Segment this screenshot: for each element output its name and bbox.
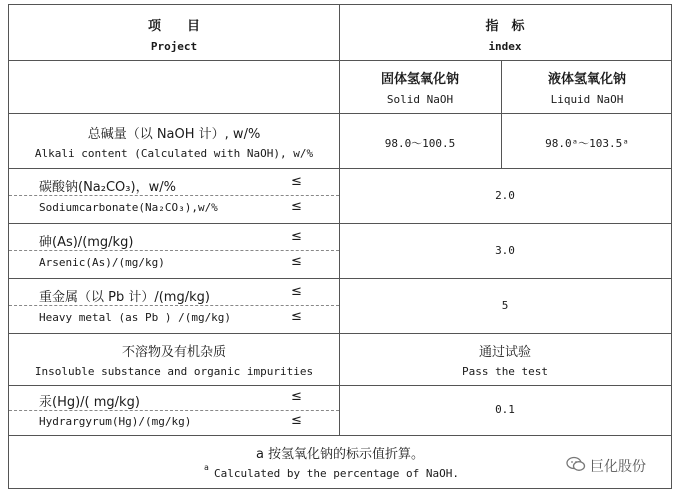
sub-row-divider — [9, 250, 339, 251]
liquid-header-cn: 液体氢氧化钠 — [547, 72, 627, 87]
index-header-en: index — [488, 40, 522, 53]
heavy-metal-value: 5 — [501, 299, 509, 312]
liquid-header-en: Liquid NaOH — [550, 93, 624, 106]
watermark-text: 巨化股份 — [590, 459, 646, 475]
le-symbol: ≤ — [291, 199, 302, 214]
spec-table — [8, 4, 672, 489]
column-divider — [501, 60, 502, 168]
solid-header-cn: 固体氢氧化钠 — [380, 72, 460, 87]
le-symbol: ≤ — [291, 284, 302, 299]
footnote-en: Calculated by the percentage of NaOH. — [214, 467, 460, 480]
le-symbol: ≤ — [291, 309, 302, 324]
sub-row-divider — [9, 195, 339, 196]
index-header-cn: 指 标 — [485, 19, 525, 34]
column-divider — [339, 5, 340, 435]
footnote-cn: a 按氢氧化钠的标示值折算。 — [255, 447, 425, 462]
solid-header-en: Solid NaOH — [386, 93, 454, 106]
alkali-label-en: Alkali content (Calculated with NaOH), w/% — [34, 147, 314, 160]
sub-row-divider — [9, 305, 339, 306]
le-symbol: ≤ — [291, 389, 302, 404]
insoluble-label-en: Insoluble substance and organic impurities — [34, 365, 314, 378]
row-divider — [9, 223, 671, 224]
project-header-cn: 项 目 — [147, 19, 201, 34]
arsenic-label-cn: 砷(As)/(mg/kg) — [39, 235, 134, 250]
carbonate-label-cn: 碳酸钠(Na₂CO₃)，w/% — [39, 180, 176, 195]
wechat-icon — [566, 456, 586, 476]
arsenic-label-en: Arsenic(As)/(mg/kg) — [39, 256, 165, 269]
project-header-en: Project — [150, 40, 198, 53]
carbonate-label-en: Sodiumcarbonate(Na₂CO₃),w/% — [39, 201, 218, 214]
insoluble-value-cn: 通过试验 — [478, 345, 532, 360]
insoluble-value-en: Pass the test — [461, 365, 549, 378]
mercury-value: 0.1 — [495, 403, 515, 416]
carbonate-value: 2.0 — [495, 189, 515, 202]
le-symbol: ≤ — [291, 413, 302, 428]
row-divider — [9, 60, 671, 61]
alkali-liquid-value: 98.0ᵃ～103.5ᵃ — [545, 137, 629, 150]
alkali-solid-value: 98.0～100.5 — [384, 137, 456, 150]
arsenic-value: 3.0 — [495, 244, 515, 257]
le-symbol: ≤ — [291, 254, 302, 269]
row-divider — [9, 278, 671, 279]
le-symbol: ≤ — [291, 229, 302, 244]
row-divider — [9, 435, 671, 436]
footnote-marker: a — [204, 463, 209, 472]
row-divider — [9, 385, 671, 386]
insoluble-label-cn: 不溶物及有机杂质 — [121, 345, 227, 360]
sub-row-divider — [9, 410, 339, 411]
watermark — [566, 456, 646, 476]
row-divider — [9, 113, 671, 114]
heavy-metal-label-en: Heavy metal (as Pb ) /(mg/kg) — [39, 311, 232, 324]
le-symbol: ≤ — [291, 174, 302, 189]
row-divider — [9, 333, 671, 334]
row-divider — [9, 168, 671, 169]
heavy-metal-label-cn: 重金属（以 Pb 计）/(mg/kg) — [39, 290, 210, 305]
alkali-label-cn: 总碱量（以 NaOH 计）, w/% — [87, 127, 261, 142]
mercury-label-en: Hydrargyrum(Hg)/(mg/kg) — [39, 415, 192, 428]
mercury-label-cn: 汞(Hg)/( mg/kg) — [39, 395, 140, 410]
